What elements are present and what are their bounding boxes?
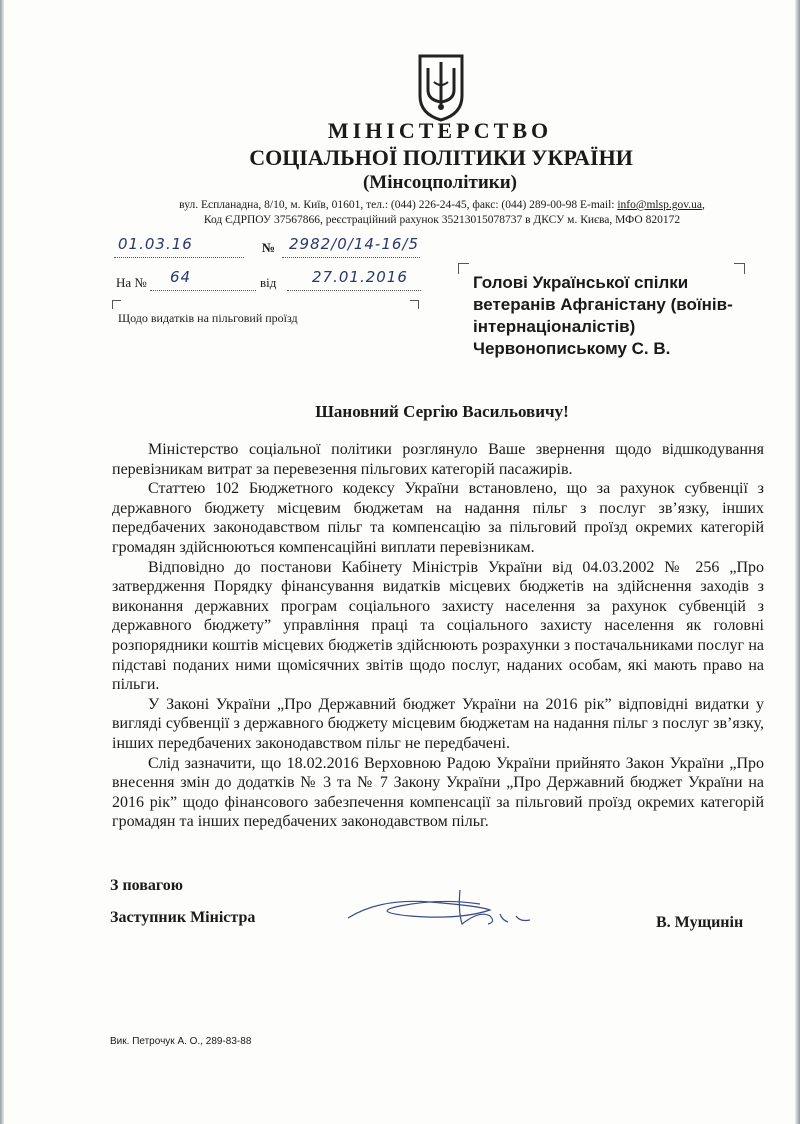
executor-note: Вик. Петрочук А. О., 289-83-88 [110,1036,252,1047]
outgoing-number: 2982/0/14-16/5 [289,235,420,253]
outgoing-date: 01.03.16 [118,235,193,253]
closing-regards: З повагою [110,877,183,894]
ministry-short-name: (Мінсоцполітики) [362,172,517,193]
reply-number: 64 [170,268,192,286]
reply-date: 27.01.2016 [312,268,408,286]
handwritten-signature [340,880,560,940]
subject-line: Щодо видатків на пільговий проїзд [118,311,298,325]
addressee-line: Голові Української спілки [473,273,689,292]
address-line-1: вул. Еспланадна, 8/10, м. Київ, 01601, тел.: (044) 226-24-45, факс: (044) 289-00-98 E-mail: info@mlsp.gov.ua, [179,199,705,211]
body-paragraph: У Законі України „Про Державний бюджет України на 2016 рік” відповідні видатки у вигляді субвенції з державного бюджету місцевим бюджетам на надання пільг з послуг зв’язку, інших передбачених законодавством пільг не передбачені. [112,695,764,752]
addressee-line: ветеранів Афганістану (воїнів- [473,295,733,314]
ministry-subtitle: СОЦІАЛЬНОЇ ПОЛІТИКИ УКРАЇНИ [249,145,633,170]
ministry-title: МІНІСТЕРСТВО [327,118,553,143]
body-paragraph: Слід зазначити, що 18.02.2016 Верховною Радою України прийнято Закон України „Про внесення змін до додатків № 3 та № 7 Закону України „Про Державний бюджет України на 2016 рік” щодо фінансового забезпечення компенсації за пільговий проїзд окремих категорій громадян та інших передбачених законодавством пільг. [112,754,764,831]
addressee-line: інтернаціоналістів) [473,317,636,336]
signer-position: Заступник Міністра [110,909,256,926]
address-line-2: Код ЄДРПОУ 37567866, реєстраційний рахунок 35213015078737 в ДКСУ м. Києва, МФО 820172 [203,214,681,226]
addressee-block [473,272,773,360]
reply-label: На № [116,275,147,290]
letter-body [112,440,764,832]
addressee-line: Червонопиському С. В. [473,339,671,358]
body-paragraph: Міністерство соціальної політики розглянуло Ваше звернення щодо відшкодування перевізникам витрат за перевезення пільгових категорій пасажирів. [112,441,764,478]
body-paragraph: Відповідно до постанови Кабінету Міністрів України від 04.03.2002 № 256 „Про затвердження Порядку фінансування видатків місцевих бюджетів на здійснення заходів з виконання державних програм соціального захисту населення за рахунок субвенцій з державного бюджету” управління праці та соціального захисту населення як головні розпорядники коштів місцевих бюджетів здійснюють розрахунки з постачальниками послуг на підставі поданих ними щомісячних звітів щодо послуг, наданих особам, які мають право на пільги. [112,558,764,694]
coat-of-arms-trident-icon [414,52,468,122]
number-label: № [262,240,276,255]
from-label: від [260,275,277,290]
signer-name: В. Мущинін [656,914,744,931]
body-paragraph: Статтею 102 Бюджетного кодексу України встановлено, що за рахунок субвенції з державного бюджету місцевим бюджетам на надання пільг з послуг зв’язку, інших передбачених законодавством пільг та компенсацію за пільговий проїзд окремих категорій громадян здійснюються компенсаційні виплати перевізникам. [112,480,764,556]
email-link[interactable]: info@mlsp.gov.ua [617,199,702,211]
greeting: Шановний Сергію Васильовичу! [315,402,569,421]
